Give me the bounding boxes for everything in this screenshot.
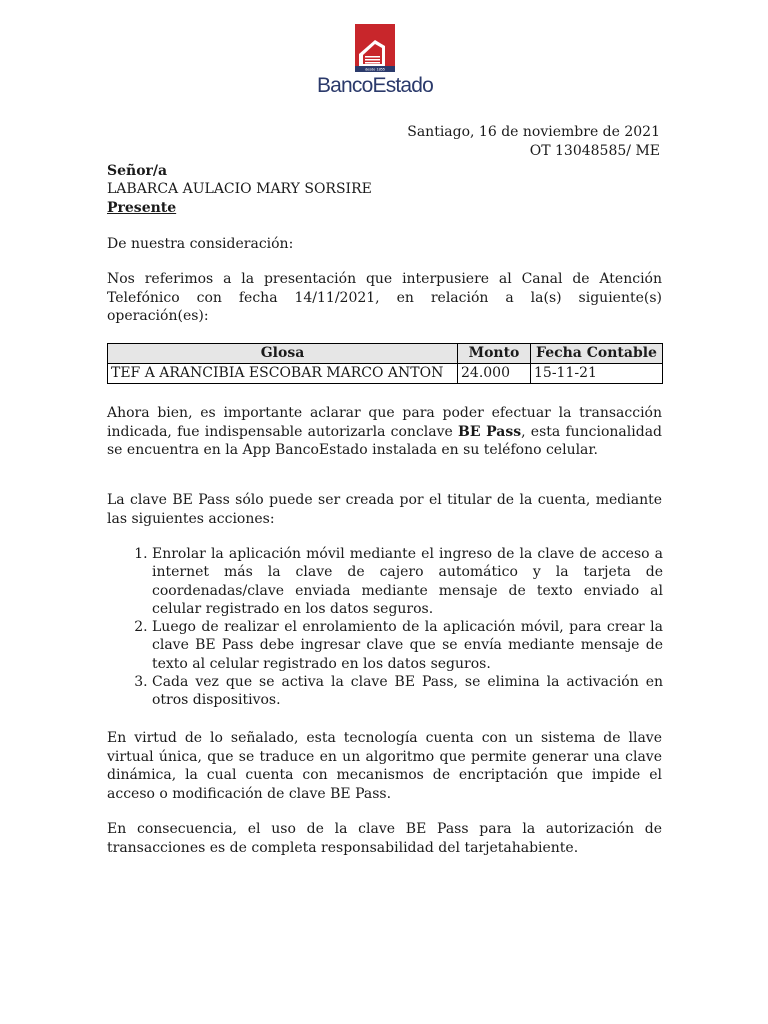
cell-monto: 24.000 — [458, 364, 531, 384]
place-date: Santiago, 16 de noviembre de 2021 — [407, 124, 660, 140]
svg-text:desde 1855: desde 1855 — [365, 67, 385, 72]
recipient-name: LABARCA AULACIO MARY SORSIRE — [107, 181, 372, 197]
bancoestado-logo — [310, 24, 440, 104]
cell-fecha: 15-11-21 — [531, 364, 663, 384]
column-header-glosa: Glosa — [108, 344, 458, 364]
cell-glosa: TEF A ARANCIBIA ESCOBAR MARCO ANTON — [108, 364, 458, 384]
table-header-row — [108, 344, 663, 364]
column-header-fecha: Fecha Contable — [531, 344, 663, 364]
consecuencia-paragraph: En consecuencia, el uso de la clave BE Pass para la autorización de transacciones es de completa responsabilidad del tarjetahabiente. — [107, 821, 662, 856]
salutation: Señor/a — [107, 163, 168, 179]
bancoestado-building-icon — [355, 24, 395, 72]
reference-number: OT 13048585/ ME — [529, 143, 660, 159]
virtud-paragraph: En virtud de lo señalado, esta tecnología cuenta con un sistema de llave virtual única, que se traduce en un algoritmo que permite generar una clave dinámica, la cual cuenta con mecanismos de encriptación que impide el acceso o modificación de clave BE Pass. — [107, 730, 662, 802]
list-item: 2. Luego de realizar el enrolamiento de la aplicación móvil, para crear la clave BE Pass debe ingresar clave que se envía mediante mensaje de texto al celular registrado en los datos seguros. — [152, 618, 663, 673]
actions-list — [107, 545, 663, 710]
brand-name: BancoEstado — [316, 74, 434, 97]
be-pass-bold: BE Pass — [458, 423, 522, 440]
presente-label: Presente — [107, 200, 177, 216]
greeting: De nuestra consideración: — [107, 236, 294, 252]
operations-table — [107, 343, 663, 384]
table-row — [108, 364, 663, 384]
list-item: 3. Cada vez que se activa la clave BE Pass, se elimina la activación en otros dispositivos. — [152, 673, 663, 710]
column-header-monto: Monto — [458, 344, 531, 364]
be-pass-text-before: Ahora bien, es importante aclarar que para poder efectuar la transacción indicada, fue indispensable autorizarla conclave — [107, 405, 662, 440]
intro-paragraph: Nos referimos a la presentación que interpusiere al Canal de Atención Telefónico con fecha 14/11/2021, en relación a la(s) siguiente(s) operación(es): — [107, 271, 662, 324]
titular-paragraph: La clave BE Pass sólo puede ser creada por el titular de la cuenta, mediante las siguientes acciones: — [107, 492, 662, 527]
list-item: 1. Enrolar la aplicación móvil mediante el ingreso de la clave de acceso a internet más la clave de cajero automático y la tarjeta de coordenadas/clave enviada mediante mensaje de texto enviado al celular registrado en los datos seguros. — [152, 545, 663, 618]
be-pass-paragraph — [107, 404, 662, 460]
be-pass-text-after: , esta funcionalidad se encuentra en la App BancoEstado instalada en su teléfono celular. — [107, 423, 662, 458]
